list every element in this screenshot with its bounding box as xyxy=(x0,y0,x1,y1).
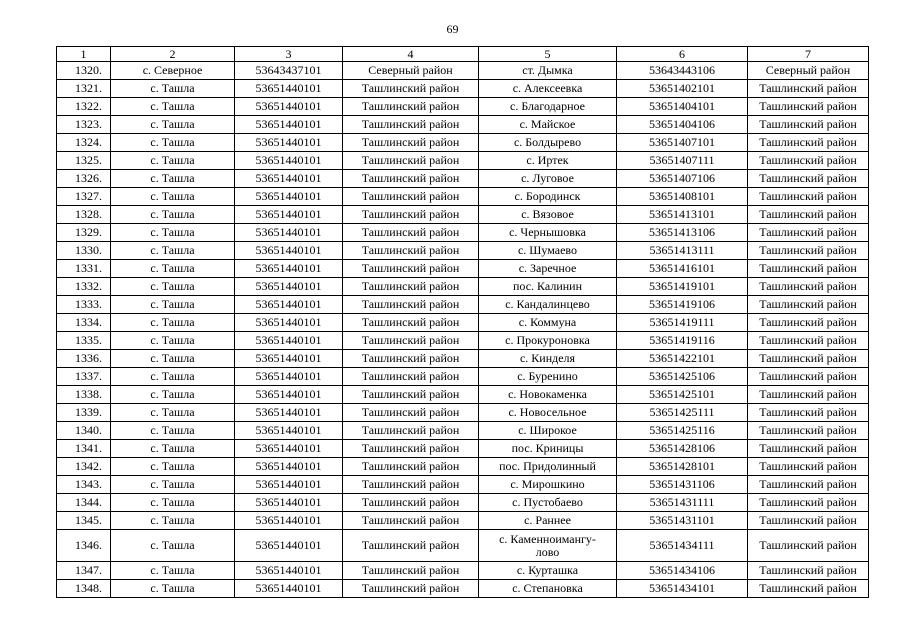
table-cell: 53651413111 xyxy=(617,242,748,260)
table-cell: с. Чернышовка xyxy=(479,224,617,242)
table-row xyxy=(57,512,869,530)
table-cell: 53651431101 xyxy=(617,512,748,530)
table-cell: 53651404101 xyxy=(617,98,748,116)
table-cell: Ташлинский район xyxy=(343,580,479,598)
table-cell: 53651440101 xyxy=(235,368,343,386)
table-row xyxy=(57,296,869,314)
table-cell: с. Ташла xyxy=(111,368,235,386)
table-row xyxy=(57,188,869,206)
table-cell: Ташлинский район xyxy=(343,134,479,152)
table-cell: 53651419111 xyxy=(617,314,748,332)
table-cell: 1345. xyxy=(57,512,111,530)
table-cell: Ташлинский район xyxy=(343,494,479,512)
table-cell: с. Ташла xyxy=(111,242,235,260)
table-row xyxy=(57,224,869,242)
table-cell: 1337. xyxy=(57,368,111,386)
table-cell: с. Ташла xyxy=(111,206,235,224)
table-cell: Ташлинский район xyxy=(748,386,869,404)
table-cell: 53651440101 xyxy=(235,80,343,98)
table-cell: 53651440101 xyxy=(235,476,343,494)
table-cell: с. Ташла xyxy=(111,314,235,332)
table-row xyxy=(57,314,869,332)
table-cell: с. Ташла xyxy=(111,152,235,170)
table-cell: Ташлинский район xyxy=(748,440,869,458)
table-cell: с. Ташла xyxy=(111,170,235,188)
page-number: 69 xyxy=(446,22,459,36)
table-cell: 53651440101 xyxy=(235,530,343,562)
table-cell: 1338. xyxy=(57,386,111,404)
table-cell: с. Ташла xyxy=(111,404,235,422)
table-cell: Ташлинский район xyxy=(748,422,869,440)
table-cell: Ташлинский район xyxy=(343,562,479,580)
table-cell: 53643443106 xyxy=(617,62,748,80)
table-cell: Ташлинский район xyxy=(343,512,479,530)
table-cell: Ташлинский район xyxy=(748,332,869,350)
table-cell: 53651422101 xyxy=(617,350,748,368)
table-row xyxy=(57,404,869,422)
table-cell: с. Ташла xyxy=(111,422,235,440)
table-cell: Ташлинский район xyxy=(343,350,479,368)
table-cell: 1343. xyxy=(57,476,111,494)
column-header: 7 xyxy=(748,47,869,62)
table-cell: ст. Дымка xyxy=(479,62,617,80)
table-cell: Ташлинский район xyxy=(748,278,869,296)
table-cell: Ташлинский район xyxy=(343,440,479,458)
table-cell: с. Ташла xyxy=(111,476,235,494)
table-row xyxy=(57,332,869,350)
table-cell: с. Северное xyxy=(111,62,235,80)
table-cell: Ташлинский район xyxy=(748,152,869,170)
table-cell: Ташлинский район xyxy=(343,80,479,98)
table-cell: с. Ташла xyxy=(111,440,235,458)
table-row xyxy=(57,530,869,562)
table-cell: 53651440101 xyxy=(235,314,343,332)
data-table xyxy=(56,46,869,598)
table-row xyxy=(57,278,869,296)
table-cell: с. Широкое xyxy=(479,422,617,440)
table-cell: Ташлинский район xyxy=(343,332,479,350)
table-cell: Северный район xyxy=(748,62,869,80)
table-cell: 1331. xyxy=(57,260,111,278)
table-cell: 53651440101 xyxy=(235,386,343,404)
table-cell: 53651431111 xyxy=(617,494,748,512)
table-cell: Ташлинский район xyxy=(343,296,479,314)
table-cell: 53643437101 xyxy=(235,62,343,80)
column-header: 5 xyxy=(479,47,617,62)
table-cell: Ташлинский район xyxy=(748,580,869,598)
table-cell: 53651407111 xyxy=(617,152,748,170)
column-header: 3 xyxy=(235,47,343,62)
table-cell: Ташлинский район xyxy=(343,206,479,224)
table-cell: 53651434106 xyxy=(617,562,748,580)
table-row xyxy=(57,580,869,598)
table-row xyxy=(57,260,869,278)
table-cell: Ташлинский район xyxy=(343,116,479,134)
table-row xyxy=(57,440,869,458)
table-cell: 1336. xyxy=(57,350,111,368)
table-cell: Ташлинский район xyxy=(748,242,869,260)
table-cell: с. Прокуроновка xyxy=(479,332,617,350)
table-cell: с. Ташла xyxy=(111,562,235,580)
table-row xyxy=(57,206,869,224)
table-cell: 53651407106 xyxy=(617,170,748,188)
table-row xyxy=(57,98,869,116)
table-cell: 53651440101 xyxy=(235,134,343,152)
table-cell: с. Ташла xyxy=(111,350,235,368)
table-cell: Ташлинский район xyxy=(748,368,869,386)
table-cell: 1322. xyxy=(57,98,111,116)
table-cell: Ташлинский район xyxy=(343,188,479,206)
table-cell: с. Каменноимангу- лово xyxy=(479,530,617,562)
table-header-row xyxy=(57,47,869,62)
table-cell: 1346. xyxy=(57,530,111,562)
table-cell: 53651440101 xyxy=(235,404,343,422)
column-header: 2 xyxy=(111,47,235,62)
table-cell: с. Ташла xyxy=(111,134,235,152)
table-cell: 53651431106 xyxy=(617,476,748,494)
table-cell: 1321. xyxy=(57,80,111,98)
table-cell: 53651425111 xyxy=(617,404,748,422)
table-cell: с. Новокаменка xyxy=(479,386,617,404)
table-cell: 53651425106 xyxy=(617,368,748,386)
table-cell: Ташлинский район xyxy=(748,530,869,562)
table-cell: 1335. xyxy=(57,332,111,350)
table-cell: пос. Придолинный xyxy=(479,458,617,476)
table-cell: Ташлинский район xyxy=(748,494,869,512)
table-cell: с. Новосельное xyxy=(479,404,617,422)
table-cell: с. Ташла xyxy=(111,116,235,134)
table-cell: с. Ташла xyxy=(111,580,235,598)
table-cell: Ташлинский район xyxy=(748,206,869,224)
table-cell: 53651440101 xyxy=(235,512,343,530)
table-cell: 1328. xyxy=(57,206,111,224)
table-cell: 53651419106 xyxy=(617,296,748,314)
table-cell: с. Болдырево xyxy=(479,134,617,152)
table-cell: с. Луговое xyxy=(479,170,617,188)
table-cell: Ташлинский район xyxy=(748,224,869,242)
table-cell: 53651440101 xyxy=(235,422,343,440)
table-cell: 53651404106 xyxy=(617,116,748,134)
table-cell: с. Ташла xyxy=(111,458,235,476)
table-cell: с. Иртек xyxy=(479,152,617,170)
table-cell: с. Пустобаево xyxy=(479,494,617,512)
table-cell: Ташлинский район xyxy=(343,242,479,260)
table-cell: с. Заречное xyxy=(479,260,617,278)
table-row xyxy=(57,458,869,476)
table-cell: с. Курташка xyxy=(479,562,617,580)
table-cell: с. Ташла xyxy=(111,512,235,530)
table-cell: 53651425116 xyxy=(617,422,748,440)
table-cell: 53651440101 xyxy=(235,458,343,476)
table-cell: Ташлинский район xyxy=(343,404,479,422)
table-cell: 53651419116 xyxy=(617,332,748,350)
table-cell: 1323. xyxy=(57,116,111,134)
table-cell: Ташлинский район xyxy=(748,116,869,134)
table-cell: Ташлинский район xyxy=(343,152,479,170)
table-cell: с. Ташла xyxy=(111,98,235,116)
table-cell: Ташлинский район xyxy=(343,278,479,296)
table-cell: Ташлинский район xyxy=(748,314,869,332)
table-cell: 53651440101 xyxy=(235,260,343,278)
table-cell: 1332. xyxy=(57,278,111,296)
table-cell: 53651440101 xyxy=(235,278,343,296)
table-cell: Ташлинский район xyxy=(343,260,479,278)
table-cell: 53651434101 xyxy=(617,580,748,598)
table-cell: Ташлинский район xyxy=(343,530,479,562)
table-cell: 53651440101 xyxy=(235,350,343,368)
table-cell: пос. Калинин xyxy=(479,278,617,296)
table-cell: 53651440101 xyxy=(235,332,343,350)
table-cell: 53651440101 xyxy=(235,580,343,598)
table-cell: 53651440101 xyxy=(235,98,343,116)
table-cell: 53651413106 xyxy=(617,224,748,242)
table-cell: с. Благодарное xyxy=(479,98,617,116)
table-cell: Ташлинский район xyxy=(343,386,479,404)
table-cell: Ташлинский район xyxy=(748,134,869,152)
table-cell: 1348. xyxy=(57,580,111,598)
table-cell: Ташлинский район xyxy=(343,170,479,188)
table-cell: 53651434111 xyxy=(617,530,748,562)
table-cell: 53651440101 xyxy=(235,152,343,170)
table-cell: 1341. xyxy=(57,440,111,458)
table-row xyxy=(57,170,869,188)
table-cell: с. Вязовое xyxy=(479,206,617,224)
table-cell: 1339. xyxy=(57,404,111,422)
table-cell: 1320. xyxy=(57,62,111,80)
table-cell: Ташлинский район xyxy=(748,188,869,206)
table-cell: Ташлинский район xyxy=(748,296,869,314)
table-cell: 53651428101 xyxy=(617,458,748,476)
table-row xyxy=(57,562,869,580)
table-cell: Ташлинский район xyxy=(748,80,869,98)
table-cell: 53651425101 xyxy=(617,386,748,404)
table-row xyxy=(57,422,869,440)
table-cell: 53651440101 xyxy=(235,562,343,580)
table-cell: с. Ташла xyxy=(111,224,235,242)
table-cell: Ташлинский район xyxy=(343,368,479,386)
table-cell: с. Буренино xyxy=(479,368,617,386)
table-cell: 53651440101 xyxy=(235,494,343,512)
table-cell: 53651440101 xyxy=(235,206,343,224)
table-cell: 1344. xyxy=(57,494,111,512)
table-cell: с. Ташла xyxy=(111,188,235,206)
table-cell: 53651440101 xyxy=(235,296,343,314)
table-cell: пос. Криницы xyxy=(479,440,617,458)
table-cell: Ташлинский район xyxy=(343,314,479,332)
table-cell: 53651419101 xyxy=(617,278,748,296)
table-cell: с. Кинделя xyxy=(479,350,617,368)
table-cell: 53651428106 xyxy=(617,440,748,458)
table-cell: 1347. xyxy=(57,562,111,580)
table-cell: 1340. xyxy=(57,422,111,440)
table-row xyxy=(57,62,869,80)
table-cell: 1329. xyxy=(57,224,111,242)
table-cell: Ташлинский район xyxy=(748,260,869,278)
table-cell: с. Ташла xyxy=(111,260,235,278)
table-cell: 53651408101 xyxy=(617,188,748,206)
table-cell: с. Ташла xyxy=(111,530,235,562)
table-cell: 1330. xyxy=(57,242,111,260)
table-cell: Ташлинский район xyxy=(343,224,479,242)
table-cell: Ташлинский район xyxy=(748,476,869,494)
table-cell: 53651440101 xyxy=(235,116,343,134)
table-cell: Ташлинский район xyxy=(748,98,869,116)
table-row xyxy=(57,116,869,134)
table-cell: 1327. xyxy=(57,188,111,206)
table-cell: с. Коммуна xyxy=(479,314,617,332)
column-header: 1 xyxy=(57,47,111,62)
table-row xyxy=(57,368,869,386)
table-cell: 53651440101 xyxy=(235,440,343,458)
table-cell: Ташлинский район xyxy=(343,476,479,494)
table-cell: с. Кандалинцево xyxy=(479,296,617,314)
table-cell: 53651440101 xyxy=(235,170,343,188)
table-cell: Ташлинский район xyxy=(343,422,479,440)
table-cell: Ташлинский район xyxy=(748,458,869,476)
table-row xyxy=(57,386,869,404)
table-cell: 53651440101 xyxy=(235,242,343,260)
table-cell: 1334. xyxy=(57,314,111,332)
table-cell: с. Ташла xyxy=(111,80,235,98)
table-cell: с. Ташла xyxy=(111,494,235,512)
table-cell: Ташлинский район xyxy=(748,170,869,188)
table-cell: с. Алексеевка xyxy=(479,80,617,98)
table-cell: с. Шумаево xyxy=(479,242,617,260)
table-cell: 1342. xyxy=(57,458,111,476)
table-cell: 53651440101 xyxy=(235,224,343,242)
table-cell: 53651413101 xyxy=(617,206,748,224)
table-row xyxy=(57,152,869,170)
table-cell: 1325. xyxy=(57,152,111,170)
table-cell: с. Ташла xyxy=(111,278,235,296)
table-cell: с. Мирошкино xyxy=(479,476,617,494)
table-row xyxy=(57,80,869,98)
table-cell: 53651407101 xyxy=(617,134,748,152)
table-cell: Ташлинский район xyxy=(748,512,869,530)
table-cell: 1333. xyxy=(57,296,111,314)
table-row xyxy=(57,242,869,260)
column-header: 6 xyxy=(617,47,748,62)
table-cell: Ташлинский район xyxy=(748,350,869,368)
table-cell: с. Ташла xyxy=(111,332,235,350)
table-cell: с. Раннее xyxy=(479,512,617,530)
table-cell: 1326. xyxy=(57,170,111,188)
column-header: 4 xyxy=(343,47,479,62)
table-row xyxy=(57,494,869,512)
table-cell: 1324. xyxy=(57,134,111,152)
table-cell: с. Ташла xyxy=(111,296,235,314)
table-cell: с. Бородинск xyxy=(479,188,617,206)
table-cell: с. Степановка xyxy=(479,580,617,598)
table-cell: 53651440101 xyxy=(235,188,343,206)
table-cell: Ташлинский район xyxy=(343,458,479,476)
table-cell: Ташлинский район xyxy=(748,404,869,422)
table-cell: с. Ташла xyxy=(111,386,235,404)
table-cell: Ташлинский район xyxy=(748,562,869,580)
table-cell: Ташлинский район xyxy=(343,98,479,116)
table-row xyxy=(57,134,869,152)
table-cell: Северный район xyxy=(343,62,479,80)
table-cell: с. Майское xyxy=(479,116,617,134)
table-row xyxy=(57,350,869,368)
table-row xyxy=(57,476,869,494)
table-cell: 53651402101 xyxy=(617,80,748,98)
table-cell: 53651416101 xyxy=(617,260,748,278)
